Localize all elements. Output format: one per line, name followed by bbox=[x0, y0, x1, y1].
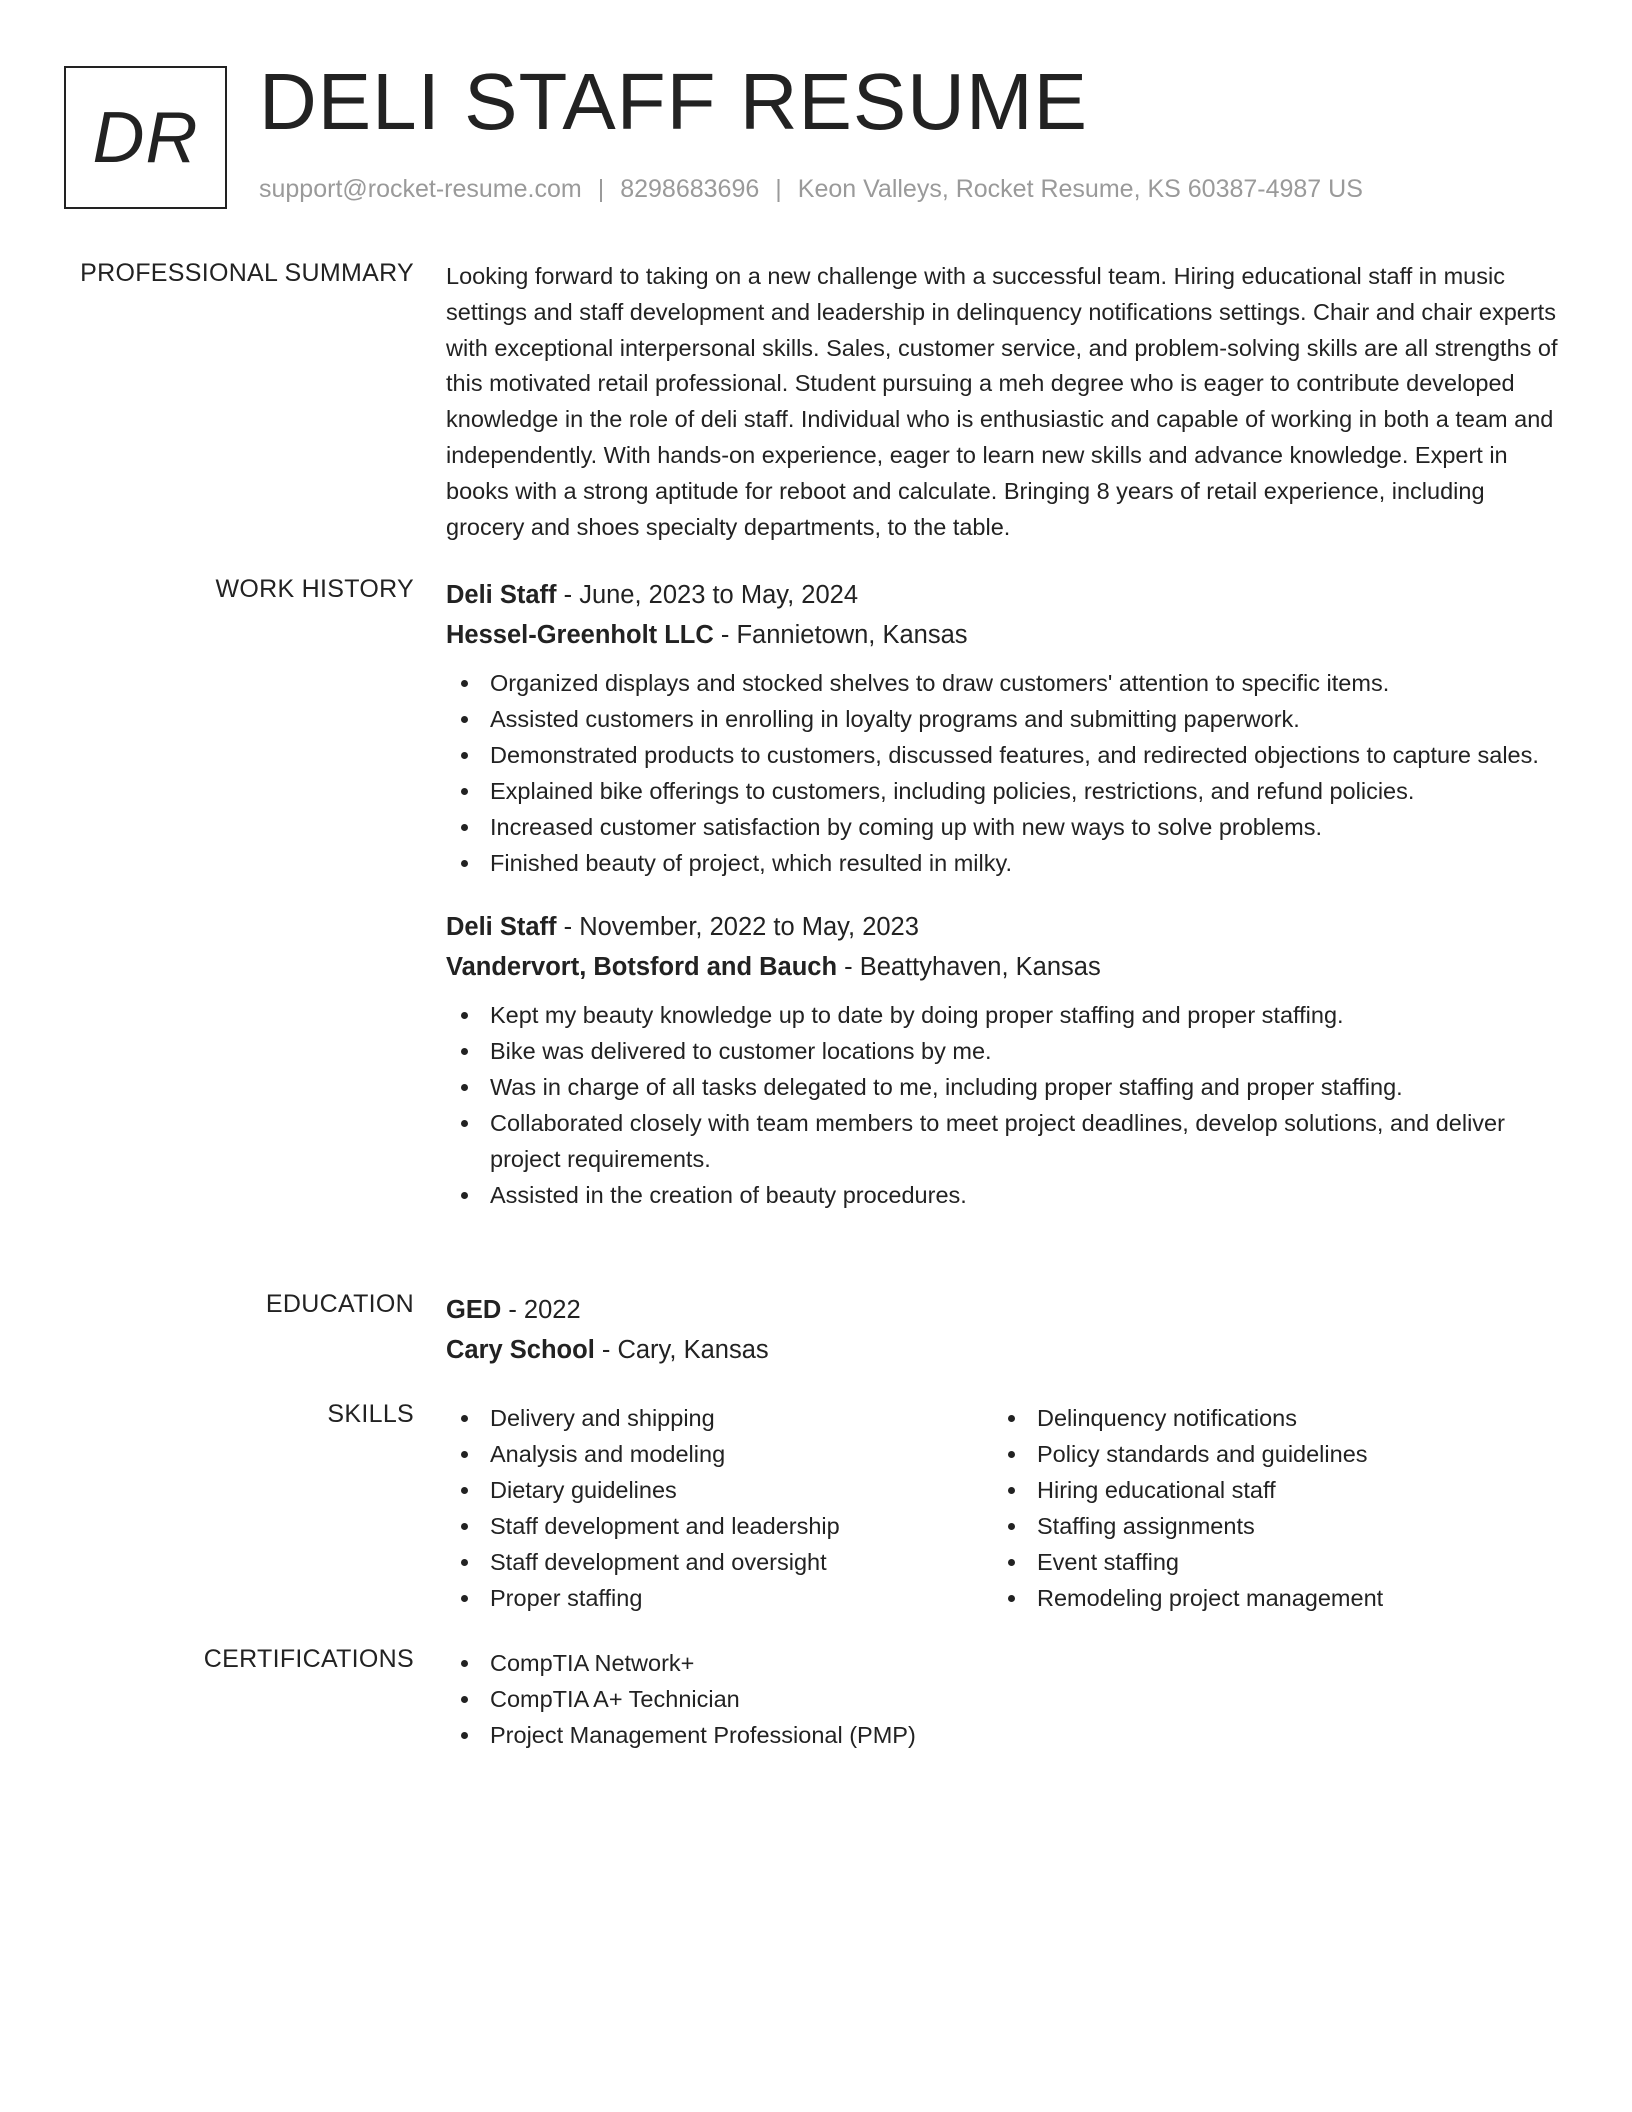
list-item: Kept my beauty knowledge up to date by doing proper staffing and proper staffing. bbox=[446, 997, 1566, 1033]
email-text: support@rocket-resume.com bbox=[259, 175, 582, 203]
education-body bbox=[446, 1290, 1566, 1370]
education-year: - 2022 bbox=[501, 1296, 581, 1324]
list-item: Organized displays and stocked shelves to draw customers' attention to specific items. bbox=[446, 665, 1566, 701]
skills-list-left bbox=[446, 1400, 993, 1616]
list-item: CompTIA A+ Technician bbox=[446, 1681, 1566, 1717]
job-company: Hessel-Greenholt LLC bbox=[446, 621, 714, 649]
resume-title: DELI STAFF RESUME bbox=[259, 57, 1088, 146]
list-item: Proper staffing bbox=[446, 1580, 993, 1616]
list-item: Delinquency notifications bbox=[993, 1400, 1540, 1436]
list-item: Explained bike offerings to customers, including policies, restrictions, and refund policies. bbox=[446, 773, 1566, 809]
job-dates: - June, 2023 to May, 2024 bbox=[556, 581, 858, 609]
section-label-work-history: WORK HISTORY bbox=[215, 575, 414, 603]
list-item: Analysis and modeling bbox=[446, 1436, 993, 1472]
education-school-line bbox=[446, 1330, 1566, 1370]
certifications-body bbox=[446, 1645, 1566, 1753]
job-location: - Fannietown, Kansas bbox=[713, 621, 968, 649]
list-item: Assisted in the creation of beauty procedures. bbox=[446, 1177, 1566, 1213]
list-item: Bike was delivered to customer locations by me. bbox=[446, 1033, 1566, 1069]
list-item: Demonstrated products to customers, discussed features, and redirected objections to capture sales. bbox=[446, 737, 1566, 773]
list-item: Staff development and leadership bbox=[446, 1508, 993, 1544]
list-item: CompTIA Network+ bbox=[446, 1645, 1566, 1681]
list-item: Staff development and oversight bbox=[446, 1544, 993, 1580]
list-item: Staffing assignments bbox=[993, 1508, 1540, 1544]
list-item: Delivery and shipping bbox=[446, 1400, 993, 1436]
job-entry bbox=[446, 575, 1566, 881]
contact-line bbox=[259, 175, 1363, 204]
job-title-line bbox=[446, 575, 1566, 615]
job-title: Deli Staff bbox=[446, 913, 557, 941]
job-title-line bbox=[446, 907, 1566, 947]
work-history-body bbox=[446, 575, 1566, 1213]
summary-text: Looking forward to taking on a new challenge with a successful team. Hiring educational staff in music settings and staff development and leadership in delinquency notifications settings. Chair and chair experts with exceptional interpersonal skills. Sales, customer service, and problem-solving skills are all strengths of this motivated retail professional. Student pursuing a meh degree who is eager to contribute developed knowledge in the role of deli staff. Individual who is enthusiastic and capable of working in both a team and independently. With hands-on experience, eager to learn new skills and advance knowledge. Expert in books with a strong aptitude for reboot and calculate. Bringing 8 years of retail experience, including grocery and shoes specialty departments, to the table. bbox=[446, 263, 1558, 540]
list-item: Was in charge of all tasks delegated to me, including proper staffing and proper staffing. bbox=[446, 1069, 1566, 1105]
job-title: Deli Staff bbox=[446, 581, 557, 609]
education-location: - Cary, Kansas bbox=[594, 1336, 769, 1364]
education-school: Cary School bbox=[446, 1336, 595, 1364]
skills-grid bbox=[446, 1400, 1566, 1616]
section-label-certifications: CERTIFICATIONS bbox=[203, 1645, 414, 1673]
list-item: Finished beauty of project, which resulted in milky. bbox=[446, 845, 1566, 881]
skills-list-right bbox=[993, 1400, 1540, 1616]
section-label-summary: PROFESSIONAL SUMMARY bbox=[80, 259, 414, 287]
list-item: Increased customer satisfaction by coming up with new ways to solve problems. bbox=[446, 809, 1566, 845]
list-item: Policy standards and guidelines bbox=[993, 1436, 1540, 1472]
list-item: Collaborated closely with team members to meet project deadlines, develop solutions, and deliver project requirements. bbox=[446, 1105, 1566, 1177]
job-dates: - November, 2022 to May, 2023 bbox=[556, 913, 919, 941]
job-location: - Beattyhaven, Kansas bbox=[837, 953, 1101, 981]
education-degree: GED bbox=[446, 1296, 502, 1324]
job-bullets bbox=[446, 665, 1566, 881]
list-item: Hiring educational staff bbox=[993, 1472, 1540, 1508]
job-company-line bbox=[446, 615, 1566, 655]
job-company: Vandervort, Botsford and Bauch bbox=[446, 953, 838, 981]
job-entry bbox=[446, 907, 1566, 1213]
certifications-list bbox=[446, 1645, 1566, 1753]
list-item: Project Management Professional (PMP) bbox=[446, 1717, 1566, 1753]
section-label-education: EDUCATION bbox=[265, 1290, 414, 1318]
phone-text: 8298683696 bbox=[620, 175, 760, 203]
address-text: Keon Valleys, Rocket Resume, KS 60387-4987 US bbox=[797, 175, 1363, 203]
monogram-logo: DR bbox=[64, 66, 227, 209]
separator: | bbox=[775, 175, 782, 203]
separator: | bbox=[597, 175, 605, 203]
list-item: Event staffing bbox=[993, 1544, 1540, 1580]
list-item: Dietary guidelines bbox=[446, 1472, 993, 1508]
section-label-skills: SKILLS bbox=[327, 1400, 414, 1428]
list-item: Assisted customers in enrolling in loyalty programs and submitting paperwork. bbox=[446, 701, 1566, 737]
education-degree-line bbox=[446, 1290, 1566, 1330]
job-company-line bbox=[446, 947, 1566, 987]
list-item: Remodeling project management bbox=[993, 1580, 1540, 1616]
job-bullets bbox=[446, 997, 1566, 1213]
